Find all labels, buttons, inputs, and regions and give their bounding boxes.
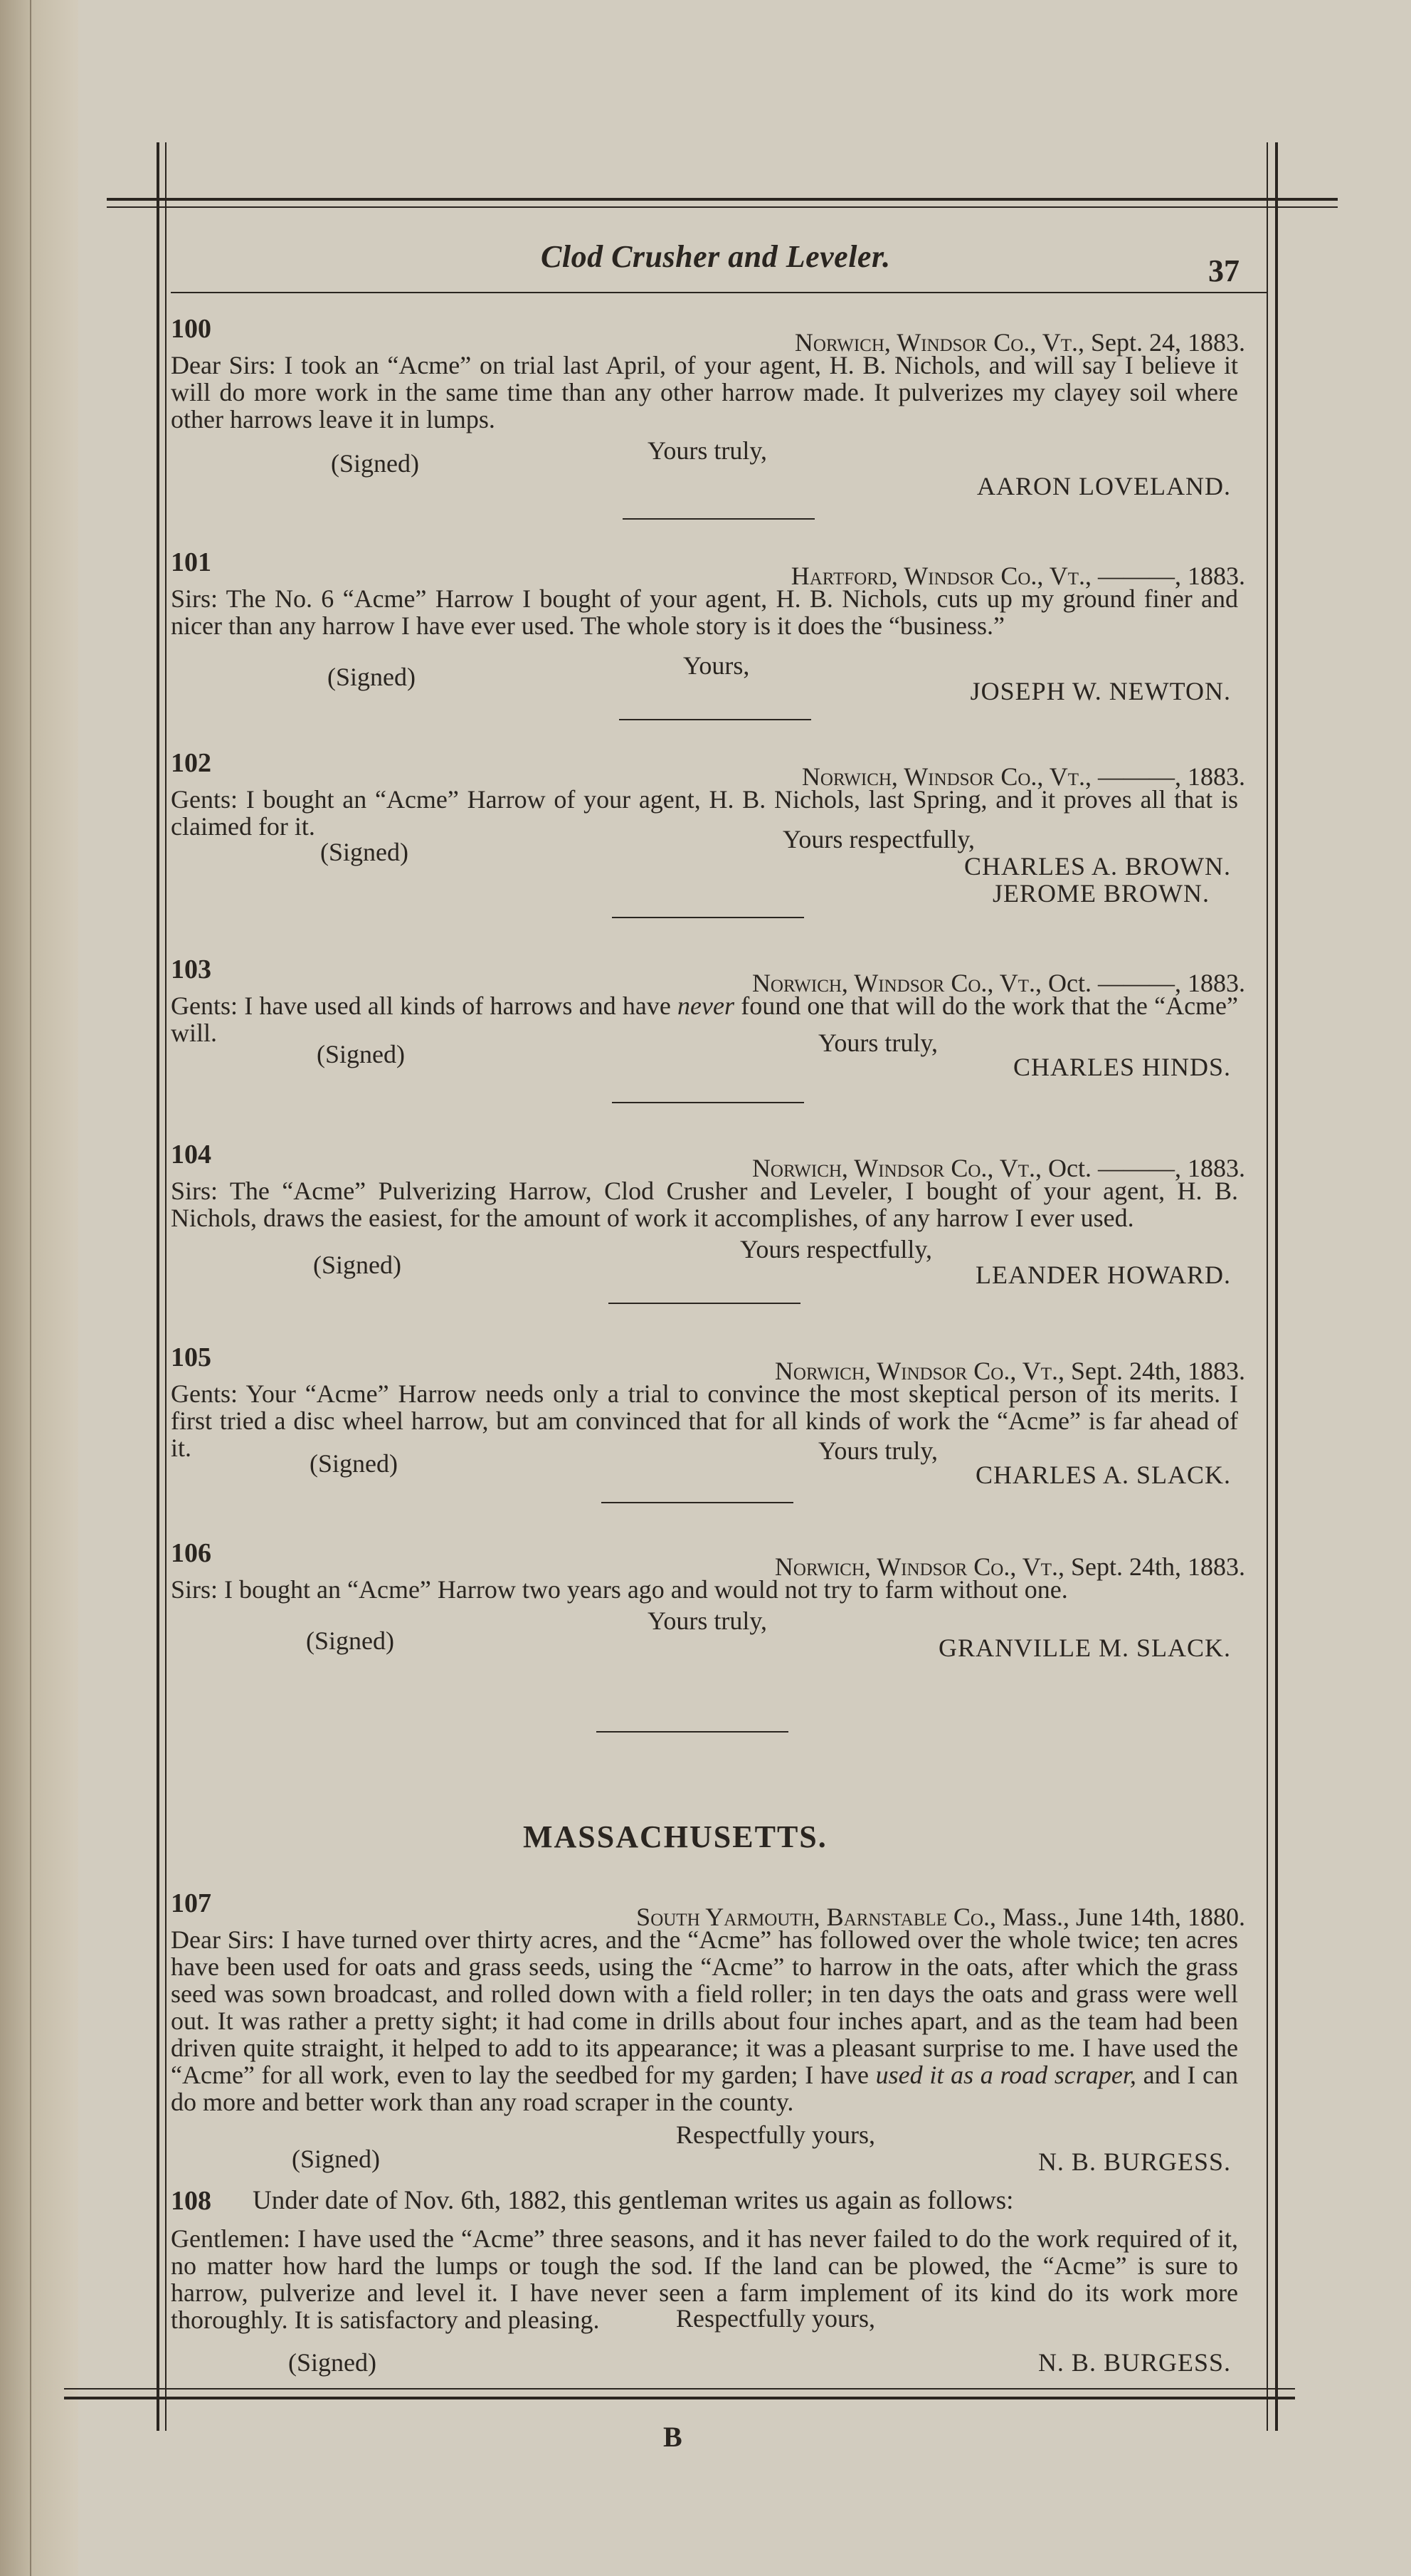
entry-separator <box>619 719 811 720</box>
entry-separator <box>612 917 804 918</box>
signed-label: (Signed) <box>310 1449 398 1478</box>
signed-label: (Signed) <box>320 838 408 866</box>
signature: CHARLES HINDS. <box>1013 1053 1231 1081</box>
entry-location: South Yarmouth, Barnstable Co., Mass., June 14th, 1880. <box>636 1903 1245 1931</box>
entry-closing: Yours truly, <box>648 1607 768 1635</box>
signature-mark: B <box>663 2421 682 2453</box>
signed-label: (Signed) <box>317 1040 405 1068</box>
running-head-title: Clod Crusher and Leveler. <box>541 239 891 274</box>
frame-bottom-outer <box>64 2397 1295 2399</box>
frame-left-outer <box>157 142 159 2431</box>
signature: CHARLES A. SLACK. <box>975 1461 1231 1489</box>
entry-closing: Respectfully yours, <box>676 2304 875 2333</box>
entry-body: Gentlemen: I have used the “Acme” three seasons, and it has never failed to do the work required of it, no matter how hard the lumps or tough the sod. If the land can be plowed, the “Acme” is sure to harrow, pulverize and level it. I have never seen a farm implement of its kind do its work more thoroughly. It is satisfactory and pleasing. <box>171 2224 1238 2334</box>
entry-number: 102 <box>171 748 211 778</box>
entry-separator <box>612 1102 804 1103</box>
entry-location: Norwich, Windsor Co., Vt., Oct. ———, 1883. <box>751 969 1245 997</box>
entry-separator <box>623 518 815 520</box>
signature: N. B. BURGESS. <box>1037 2147 1231 2176</box>
entry-number: 103 <box>171 955 211 984</box>
entry-number: 101 <box>171 547 211 577</box>
entry-body: Gents: Your “Acme” Harrow needs only a trial to convince the most skeptical person of its merits. I first tried a disc wheel harrow, but am convinced that for all kinds of work the “Acme” is far ahead of it. <box>171 1379 1238 1462</box>
testimonial-103 <box>171 954 1252 1110</box>
testimonial-105 <box>171 1342 1252 1513</box>
frame-bottom-inner <box>64 2388 1295 2390</box>
entry-location: Norwich, Windsor Co., Vt., Oct. ———, 1883. <box>751 1154 1245 1182</box>
entry-number: 108 <box>171 2186 211 2216</box>
entry-closing: Yours truly, <box>648 436 768 465</box>
entry-number: 107 <box>171 1888 211 1918</box>
entry-location: Hartford, Windsor Co., Vt., ———, 1883. <box>791 562 1245 590</box>
entry-location: Norwich, Windsor Co., Vt., Sept. 24, 1883. <box>794 328 1245 357</box>
signature: LEANDER HOWARD. <box>976 1261 1231 1289</box>
signed-label: (Signed) <box>331 449 419 478</box>
signature: N. B. BURGESS. <box>1037 2348 1231 2377</box>
testimonial-102 <box>171 747 1252 932</box>
spine-crease <box>30 0 31 2576</box>
signature: GRANVILLE M. SLACK. <box>939 1634 1231 1662</box>
entry-number: 104 <box>171 1140 211 1169</box>
entry-body: Sirs: I bought an “Acme” Harrow two years ago and would not try to farm without one. <box>171 1575 1068 1604</box>
entry-number: 106 <box>171 1538 211 1568</box>
signature: CHARLES A. BROWN. <box>963 852 1231 880</box>
entry-closing: Yours respectfully, <box>783 825 975 853</box>
testimonial-108 <box>171 2185 1252 2385</box>
entry-separator <box>596 1731 788 1733</box>
entry-location: Norwich, Windsor Co., Vt., Sept. 24th, 1883. <box>774 1552 1245 1581</box>
signed-label: (Signed) <box>313 1251 401 1279</box>
frame-top-outer <box>107 198 1338 201</box>
entry-body: Sirs: The No. 6 “Acme” Harrow I bought of your agent, H. B. Nichols, cuts up my ground finer and nicer than any harrow I have ever used. The whole story is it does the “business.” <box>171 584 1238 640</box>
signature: JOSEPH W. NEWTON. <box>970 677 1231 705</box>
entry-location: Norwich, Windsor Co., Vt., ———, 1883. <box>801 762 1245 791</box>
entry-body: Dear Sirs: I have turned over thirty acres, and the “Acme” has followed over the whole twice; ten acres have been used for oats and grass seeds, using the “Acme” to harrow in the oats, after which the grass seed was sown broadcast, and rolled down with a field roller; in ten days the oats and grass were well out. It was rather a pretty sight; it had come in drills about four inches apart, and as the team had been driven quite straight, it helped to add to its appearance; it was a pleasant surprise to me. I have used the “Acme” for all work, even to lay the seedbed for my garden; I have used it as a road scraper, and I can do more and better work than any road scraper in the county. <box>171 1925 1238 2116</box>
entry-body: Dear Sirs: I took an “Acme” on trial last April, of your agent, H. B. Nichols, and will say I believe it will do more work in the same time than any other harrow made. It pulverizes my clayey soil where other harrows leave it in lumps. <box>171 351 1238 433</box>
entry-body: Gents: I have used all kinds of harrows and have never found one that will do the work that the “Acme” will. <box>171 992 1239 1047</box>
signed-label: (Signed) <box>327 663 416 691</box>
entry-location: Norwich, Windsor Co., Vt., Sept. 24th, 1883. <box>774 1357 1245 1385</box>
entry-number: 100 <box>171 314 211 344</box>
entry-body: Sirs: The “Acme” Pulverizing Harrow, Clod Crusher and Leveler, I bought of your agent, H. B. Nichols, draws the easiest, for the amount of work it accomplishes, of any harrow I ever used. <box>171 1177 1238 1232</box>
entry-separator <box>601 1502 793 1503</box>
signature: AARON LOVELAND. <box>977 472 1231 500</box>
signed-label: (Signed) <box>306 1626 394 1655</box>
signed-label: (Signed) <box>292 2145 380 2173</box>
frame-top-inner <box>107 206 1338 208</box>
entry-separator <box>608 1303 800 1304</box>
entry-intro: Under date of Nov. 6th, 1882, this gentleman writes us again as follows: <box>253 2186 1014 2215</box>
frame-left-inner <box>165 142 167 2431</box>
entry-closing: Yours truly, <box>818 1029 939 1057</box>
header-rule <box>171 292 1267 293</box>
frame-right-outer <box>1275 142 1278 2431</box>
testimonial-100 <box>171 313 1252 527</box>
entry-number: 105 <box>171 1342 211 1372</box>
book-spine <box>0 0 78 2576</box>
page-number: 37 <box>1208 253 1240 288</box>
frame-right-inner <box>1267 142 1268 2431</box>
entry-closing: Yours, <box>683 651 750 680</box>
entry-closing: Yours respectfully, <box>740 1235 932 1263</box>
testimonial-104 <box>171 1139 1252 1310</box>
section-heading-massachusetts: MASSACHUSETTS. <box>523 1819 828 1854</box>
entry-body: Gents: I bought an “Acme” Harrow of your agent, H. B. Nichols, last Spring, and it proves all that is claimed for it. <box>171 785 1238 841</box>
entry-closing: Respectfully yours, <box>676 2120 875 2149</box>
testimonial-106 <box>171 1537 1252 1680</box>
testimonial-101 <box>171 547 1252 717</box>
testimonial-107 <box>171 1888 1252 2187</box>
signature: JEROME BROWN. <box>992 879 1210 908</box>
entry-closing: Yours truly, <box>818 1436 939 1465</box>
signed-label: (Signed) <box>288 2348 376 2377</box>
